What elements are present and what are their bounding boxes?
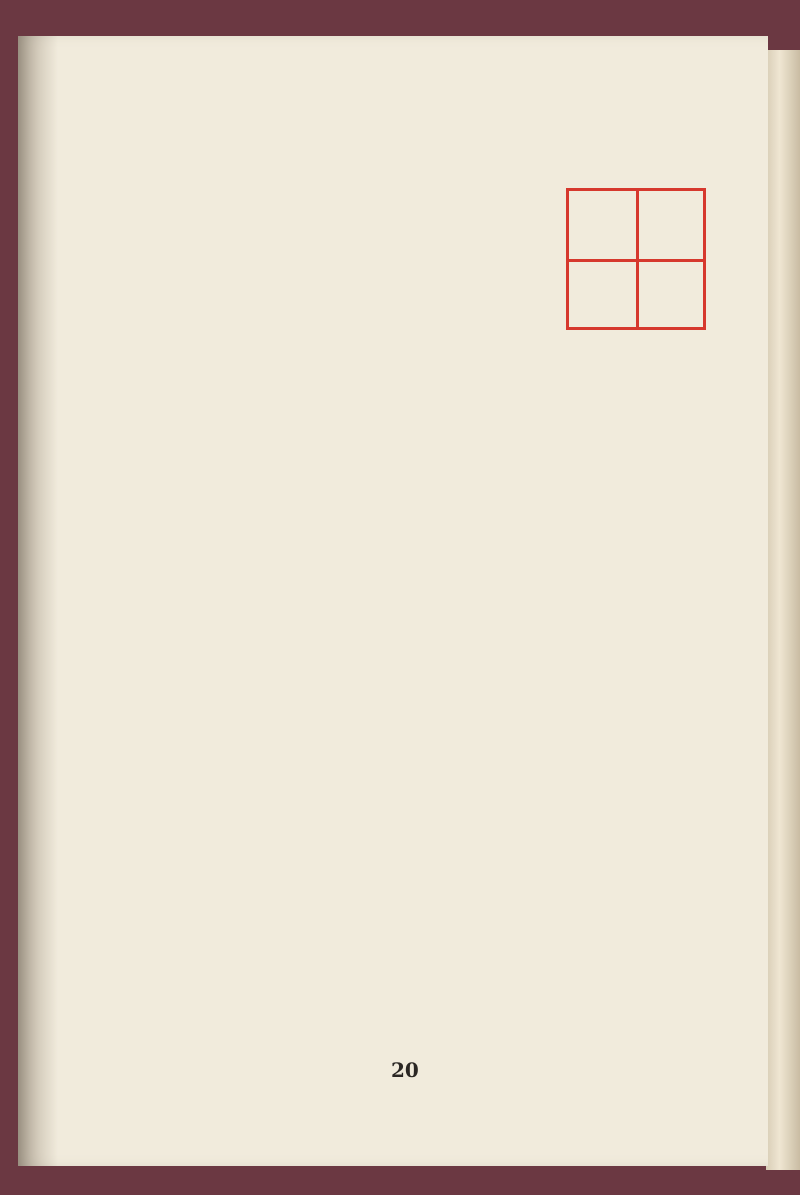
section-stamp [566,188,706,330]
page-gutter-shadow [18,36,58,1166]
page-block-edge [766,50,800,1170]
stamp-char [569,191,636,259]
stamp-char [636,259,703,327]
page-number: 20 [391,1058,419,1082]
stamp-char [636,191,703,259]
stamp-char [569,259,636,327]
document-page [18,36,768,1166]
